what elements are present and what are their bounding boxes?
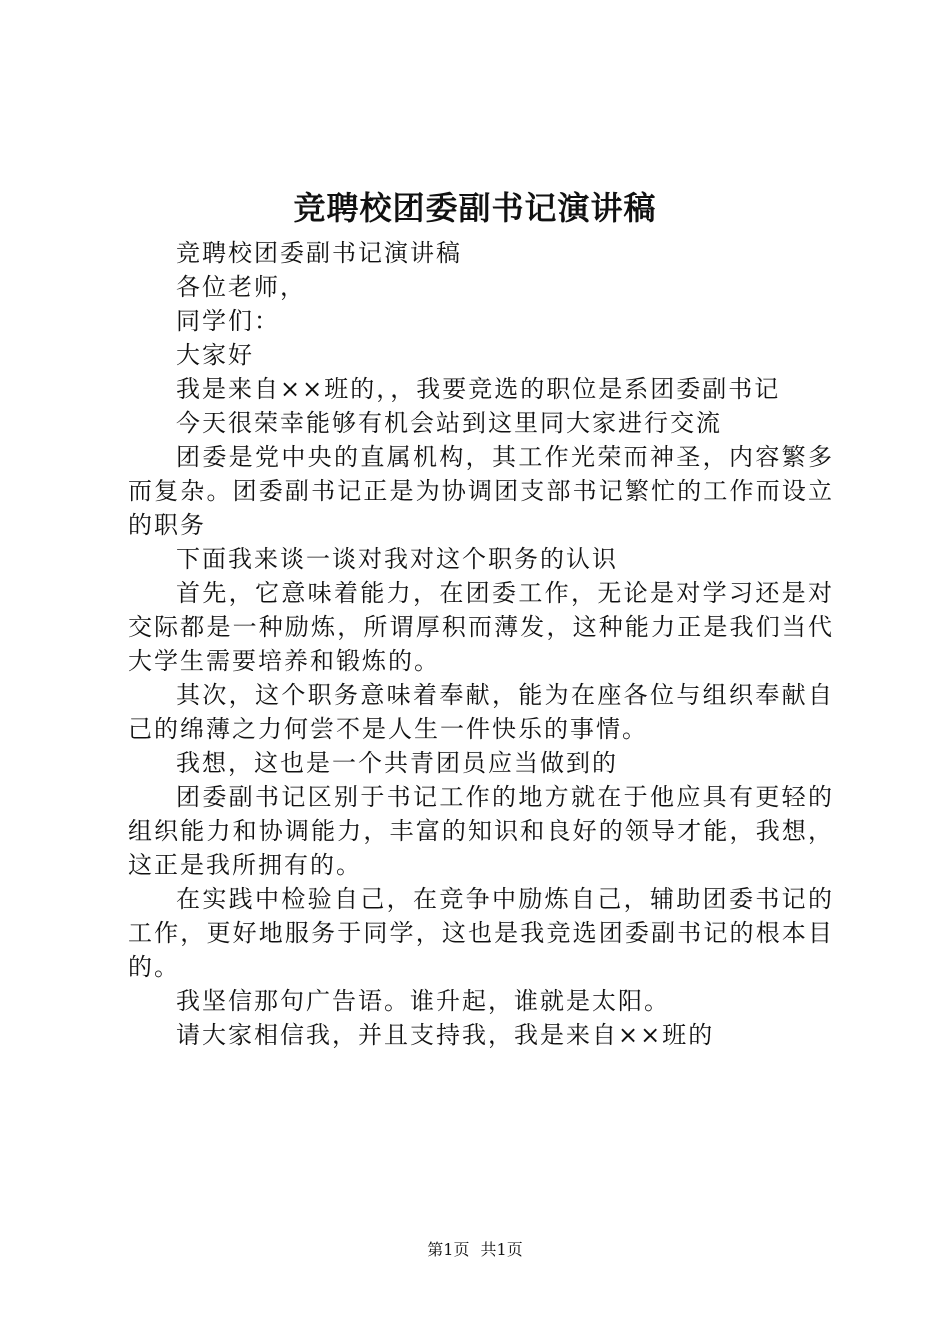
page-number: 第1页 (427, 1240, 470, 1259)
paragraph: 竞聘校团委副书记演讲稿 (176, 239, 462, 267)
page-footer (0, 1238, 950, 1262)
paragraph: 团委是党中央的直属机构，其工作光荣而神圣，内容繁多而复杂。团委副书记正是为协调团支部书记繁忙的工作而设立的职务 (128, 443, 834, 539)
paragraph: 我想，这也是一个共青团员应当做到的 (176, 749, 618, 777)
document-title: 竞聘校团委副书记演讲稿 (293, 189, 657, 227)
paragraph: 在实践中检验自己，在竞争中励炼自己，辅助团委书记的工作，更好地服务于同学，这也是我竞选团委副书记的根本目的。 (128, 885, 834, 981)
paragraph: 请大家相信我，并且支持我，我是来自××班的 (176, 1021, 715, 1049)
paragraph: 我是来自××班的，，我要竞选的职位是系团委副书记 (176, 375, 781, 403)
paragraph: 各位老师， (176, 273, 306, 301)
paragraph: 大家好 (176, 341, 254, 369)
paragraph: 今天很荣幸能够有机会站到这里同大家进行交流 (176, 409, 722, 437)
paragraph: 下面我来谈一谈对我对这个职务的认识 (176, 545, 618, 573)
page-total: 共1页 (480, 1240, 523, 1259)
paragraph: 同学们： (176, 307, 280, 335)
paragraph: 我坚信那句广告语。谁升起，谁就是太阳。 (176, 987, 670, 1015)
document-body (128, 236, 834, 1052)
paragraph: 首先，它意味着能力，在团委工作，无论是对学习还是对交际都是一种励炼，所谓厚积而薄发，这种能力正是我们当代大学生需要培养和锻炼的。 (128, 579, 834, 675)
paragraph: 团委副书记区别于书记工作的地方就在于他应具有更轻的组织能力和协调能力，丰富的知识和良好的领导才能，我想，这正是我所拥有的。 (128, 783, 834, 879)
paragraph: 其次，这个职务意味着奉献，能为在座各位与组织奉献自己的绵薄之力何尝不是人生一件快乐的事情。 (128, 681, 834, 743)
